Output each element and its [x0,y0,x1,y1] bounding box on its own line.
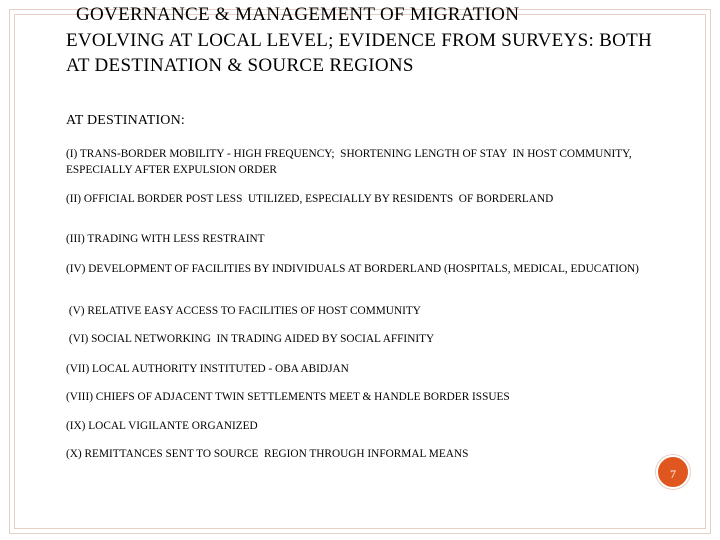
list-item: (IX) LOCAL VIGILANTE ORGANIZED [66,420,258,432]
list-item: (I) TRANS-BORDER MOBILITY - HIGH FREQUENCY; SHORTENING LENGTH OF STAY IN HOST COMMUNITY, ESPECIALLY AFTER EXPULSION ORDER [66,148,638,176]
slide-title [66,2,666,79]
list-item: (VI) SOCIAL NETWORKING IN TRADING AIDED BY SOCIAL AFFINITY [66,333,435,345]
list-item: (VIII) CHIEFS OF ADJACENT TWIN SETTLEMENTS MEET & HANDLE BORDER ISSUES [66,391,510,403]
section-heading: AT DESTINATION: [66,113,186,128]
list-item: (VII) LOCAL AUTHORITY INSTITUTED - OBA ABIDJAN [66,363,349,375]
slide-title-rest: EVOLVING AT LOCAL LEVEL; EVIDENCE FROM SURVEYS: BOTH AT DESTINATION & SOURCE REGIONS [66,29,653,76]
slide-title-line-1: GOVERNANCE & MANAGEMENT OF MIGRATION [76,4,520,25]
list-item: (II) OFFICIAL BORDER POST LESS UTILIZED, ESPECIALLY BY RESIDENTS OF BORDERLAND [66,193,554,205]
list-item: (III) TRADING WITH LESS RESTRAINT [66,233,265,245]
list-item: (V) RELATIVE EASY ACCESS TO FACILITIES OF HOST COMMUNITY [66,305,421,317]
page-number-badge: 7 [656,455,690,489]
list-item: (X) REMITTANCES SENT TO SOURCE REGION THROUGH INFORMAL MEANS [66,448,469,460]
list-item: (IV) DEVELOPMENT OF FACILITIES BY INDIVIDUALS AT BORDERLAND (HOSPITALS, MEDICAL, EDUCATION) [66,263,639,275]
